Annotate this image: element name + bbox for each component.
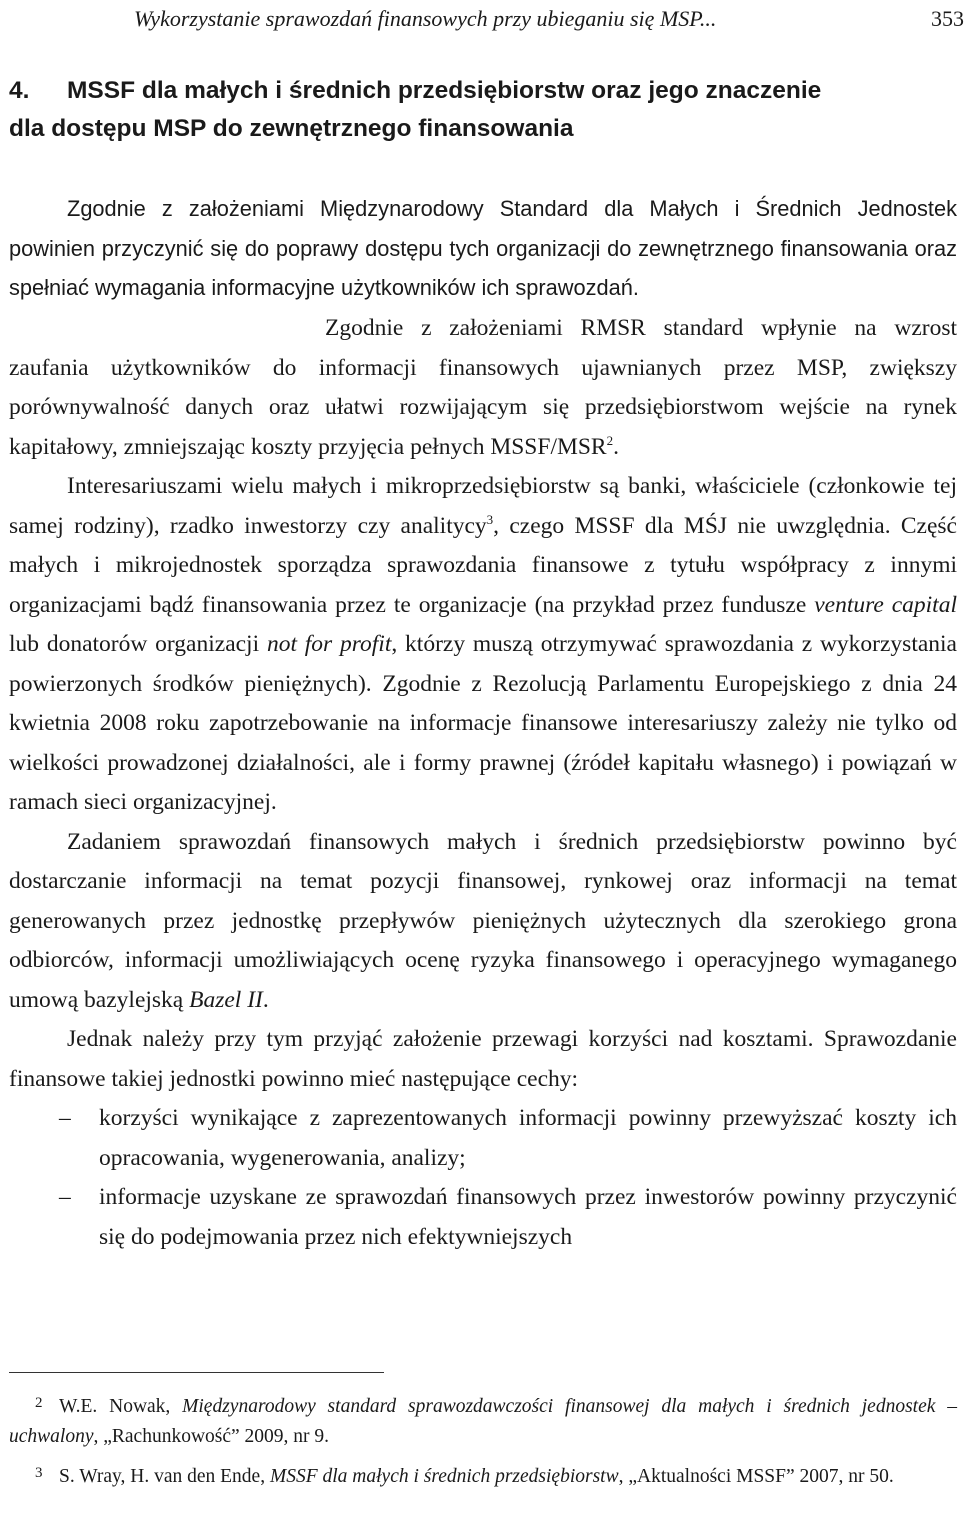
term-bazel-ii: Bazel II bbox=[189, 986, 263, 1013]
footnote-ref-3[interactable]: 3 bbox=[486, 511, 494, 527]
paragraph-1b-end: . bbox=[613, 433, 619, 460]
footnote-source: , „Rachunkowość” 2009, nr 9. bbox=[93, 1426, 330, 1447]
dash-marker: – bbox=[59, 1184, 71, 1210]
list-item-text: informacje uzyskane ze sprawozdań finansowych przez inwestorów powinny przyczynić się do podejmowania przez nich efektywniejszych bbox=[99, 1184, 957, 1250]
footnotes bbox=[9, 1392, 957, 1502]
footnote-title: Międzynarodowy standard sprawozdawczości finansowej dla małych i średnich jednostek – uchwalony bbox=[9, 1396, 957, 1447]
paragraph-2 bbox=[9, 467, 957, 823]
list-item-text: korzyści wynikające z zaprezentowanych informacji powinny przewyższać koszty ich opracowania, wygenerowania, analizy; bbox=[99, 1105, 957, 1171]
paragraph-1-sans bbox=[9, 189, 957, 308]
body-text-main bbox=[9, 309, 957, 1257]
paragraph-2c: lub donatorów organizacji bbox=[9, 631, 267, 657]
footnote-3: 3 S. Wray, H. van den Ende, MSSF dla małych i średnich przedsiębiorstw, „Aktualności MSSF” 2007, nr 50. bbox=[35, 1465, 894, 1487]
footnote-author: S. Wray, H. van den Ende, bbox=[59, 1466, 270, 1487]
section-number: 4. bbox=[9, 77, 30, 104]
section-title-line2: dla dostępu MSP do zewnętrznego finansowania bbox=[9, 115, 574, 142]
paragraph-3-end: . bbox=[262, 986, 269, 1013]
page-number: 353 bbox=[931, 6, 964, 31]
footnote-rule bbox=[9, 1372, 384, 1373]
list-item bbox=[9, 1099, 957, 1178]
paragraph-1a: Zgodnie z założeniami Międzynarodowy Standard dla Małych i Średnich Jednostek powinien przyczynić się do poprawy dostępu tych organizacji do zewnętrznego finansowania oraz spełniać wymagania informacyjne użytkowników ich sprawozdań. bbox=[9, 196, 957, 300]
feature-list bbox=[9, 1099, 957, 1257]
footnote-2: 2 W.E. Nowak, Międzynarodowy standard sprawozdawczości finansowej dla małych i średnich jednostek – uchwalony, „Rachunkowość” 2009, nr 9. bbox=[9, 1395, 957, 1447]
footnote-ref-2[interactable]: 2 bbox=[606, 432, 614, 448]
paragraph-4: Jednak należy przy tym przyjąć założenie przewagi korzyści nad kosztami. Sprawozdanie finansowe takiej jednostki powinno mieć następujące cechy: bbox=[9, 1026, 957, 1092]
term-not-for-profit: not for profit bbox=[266, 631, 392, 657]
paragraph-2d: , którzy muszą otrzymywać sprawozdania z wykorzystania powierzonych środków pieniężnych). Zgodnie z Rezolucją Parlamentu Europejskiego z dnia 24 kwietnia 2008 roku zapotrzebowanie na informacje finansowe interesariuszy zależy nie tylko od wielkości prowadzonej działalności, ale i formy prawnej (źródeł kapitału własnego) i powiązań w ramach sieci organizacyjnej. bbox=[9, 631, 957, 815]
footnote-title: MSSF dla małych i średnich przedsiębiorstw bbox=[269, 1466, 619, 1487]
paragraph-1b: Zgodnie z założeniami RMSR standard wpłynie na wzrost zaufania użytkowników do informacji finansowych ujawnianych przez MSP, zwiększy porównywalność danych oraz ułatwi rozwijającym się przedsiębiorstwom wejście na rynek kapitałowy, zmniejszając koszty przyjęcia pełnych MSSF/MSR bbox=[9, 315, 957, 460]
footnote-author: W.E. Nowak, bbox=[59, 1396, 183, 1417]
list-item bbox=[9, 1178, 957, 1257]
running-head-title: Wykorzystanie sprawozdań finansowych przy ubieganiu się MSP... bbox=[134, 6, 717, 31]
paragraph-3 bbox=[9, 823, 957, 1021]
section-heading bbox=[9, 72, 957, 148]
running-head bbox=[134, 0, 964, 38]
paragraph-3a: Zadaniem sprawozdań finansowych małych i średnich przedsiębiorstw powinno być dostarczanie informacji na temat pozycji finansowej, rynkowej oraz informacji na temat generowanych przez jednostkę przepływów pieniężnych użytecznych dla szerokiego grona odbiorców, informacji umożliwiających ocenę ryzyka finansowego i operacyjnego wymaganego umową bazylejską bbox=[9, 828, 957, 1013]
dash-marker: – bbox=[59, 1105, 71, 1131]
paragraph-2a: Interesariuszami wielu małych i mikroprzedsiębiorstw są banki, właściciele (członkowie tej samej rodziny), rzadko inwestorzy czy analitycy bbox=[9, 473, 957, 539]
term-venture-capital: venture capital bbox=[814, 591, 957, 618]
paragraph-2b: , czego MSSF dla MŚJ nie uwzględnia. Część małych i mikrojednostek sporządza sprawozdania finansowe z tytułu współpracy z innymi organizacjami bądź finansowania przez te organizacje (na przykład przez fundusze bbox=[9, 512, 957, 618]
section-title-line1: MSSF dla małych i średnich przedsiębiorstw oraz jego znaczenie bbox=[67, 77, 822, 104]
footnote-source: , „Aktualności MSSF” 2007, nr 50. bbox=[618, 1466, 894, 1487]
